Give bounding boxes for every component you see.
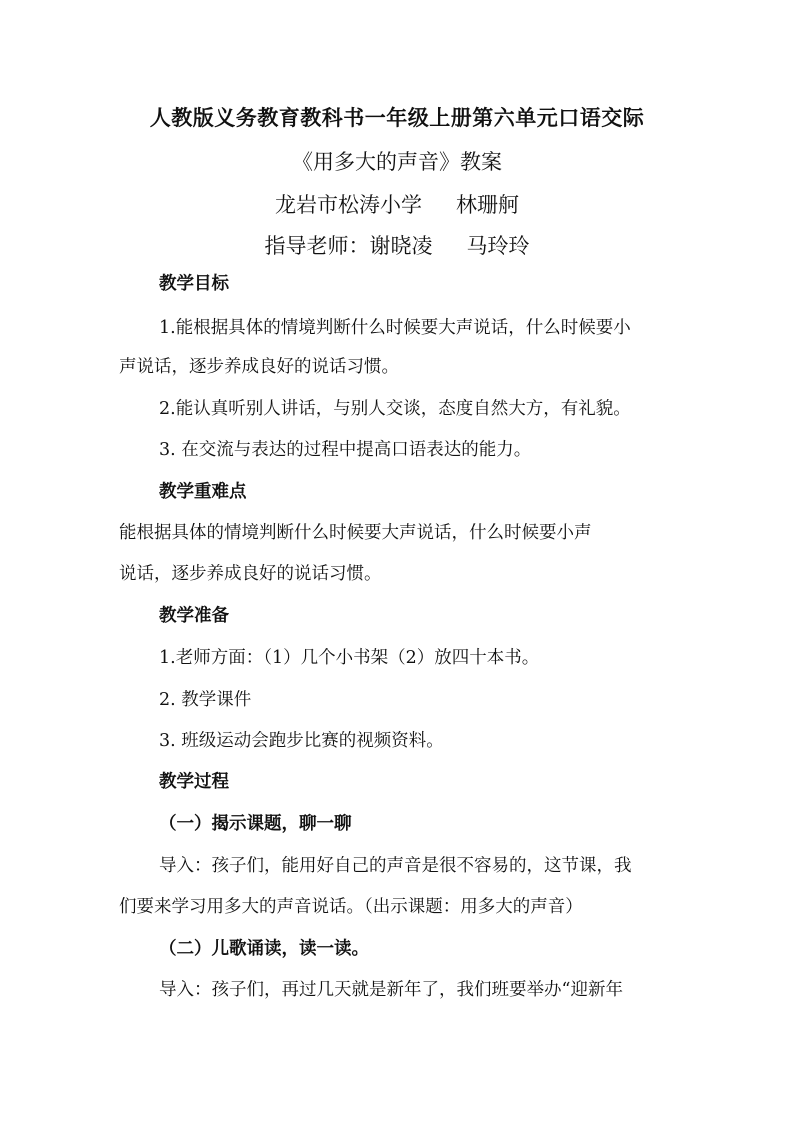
preparation-item-3: 3. 班级运动会跑步比赛的视频资料。 [159,731,444,751]
process-step-2-heading: （二）儿歌诵读，读一读。 [159,939,369,959]
goal-1-line-b: 声说话，逐步养成良好的说话习惯。 [119,357,399,377]
preparation-item-2: 2. 教学课件 [159,690,252,710]
process-step-1-line-a: 导入：孩子们，能用好自己的声音是很不容易的，这节课，我 [159,856,632,876]
author-line [0,189,794,219]
advisor-name-2: 马玲玲 [466,234,530,258]
process-heading: 教学过程 [159,772,229,792]
key-points-heading: 教学重难点 [159,482,247,502]
key-points-line-a: 能根据具体的情境判断什么时候要大声说话，什么时候要小声 [119,523,592,543]
key-points-line-b: 说话，逐步养成良好的说话习惯。 [119,564,382,584]
preparation-item-1: 1.老师方面：（1）几个小书架（2）放四十本书。 [159,648,540,668]
document-subtitle: 《用多大的声音》教案 [292,150,502,174]
process-step-1-heading: （一）揭示课题，聊一聊 [159,814,352,834]
document-title: 人教版义务教育教科书一年级上册第六单元口语交际 [149,106,645,130]
advisor-line [0,230,794,260]
school-name: 龙岩市松涛小学 [275,193,422,217]
process-step-2-line-a: 导入：孩子们，再过几天就是新年了，我们班要举办“迎新年 [159,980,623,1000]
goals-heading: 教学目标 [159,274,229,294]
goal-3: 3. 在交流与表达的过程中提高口语表达的能力。 [159,440,532,460]
advisor-label: 指导老师：谢晓凌 [264,234,433,258]
process-step-1-line-b: 们要来学习用多大的声音说话。（出示课题：用多大的声音） [119,897,583,917]
author-name: 林珊舸 [456,193,519,217]
preparation-heading: 教学准备 [159,606,229,626]
goal-2: 2.能认真听别人讲话，与别人交谈，态度自然大方，有礼貌。 [159,399,631,419]
goal-1-line-a: 1.能根据具体的情境判断什么时候要大声说话，什么时候要小 [159,318,631,338]
